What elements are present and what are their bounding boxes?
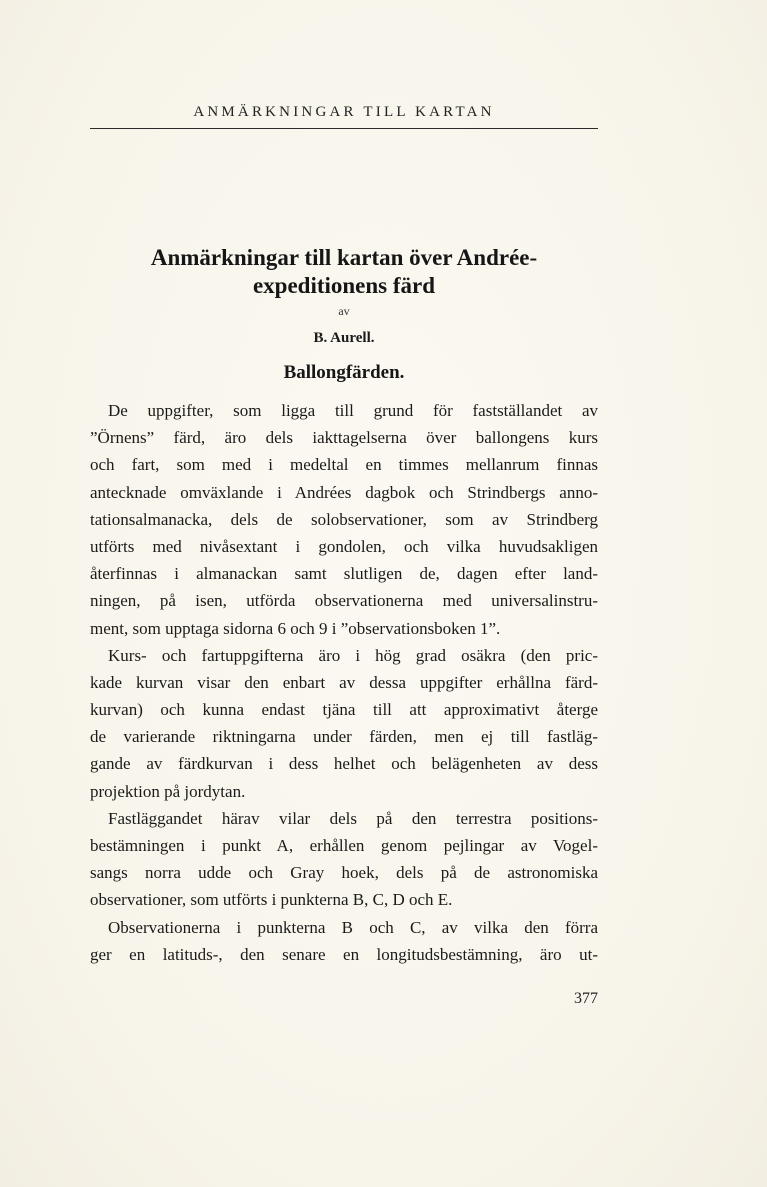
text-line: projektion på jordytan. [90,781,246,801]
text-line: Fastläggandet härav vilar dels på den terrestra positions- [108,808,598,828]
article-title [90,244,598,300]
text-line: sangs norra udde och Gray hoek, dels på de astronomiska [90,863,598,883]
text-line: Kurs- och fartuppgifterna äro i hög grad osäkra (den pric- [108,645,598,665]
running-head: ANMÄRKNINGAR TILL KARTAN [193,104,495,120]
author-name: B. Aurell. [313,330,375,346]
text-line: ment, som upptaga sidorna 6 och 9 i ”observationsboken 1”. [90,618,501,638]
section-heading: Ballongfärden. [283,362,405,383]
text-line: ger en latituds-, den senare en longitudsbestämning, äro ut- [90,944,598,964]
text-line: tationsalmanacka, dels de solobservationer, som av Strindberg [90,509,598,529]
text-line: återfinnas i almanackan samt slutligen de, dagen efter land- [90,564,598,584]
byline-av: av [338,304,350,318]
text-line: ningen, på isen, utförda observationerna med universalinstru- [90,591,598,611]
page-number: 377 [574,990,598,1007]
text-line: bestämningen i punkt A, erhållen genom pejlingar av Vogel- [90,836,598,855]
text-line: kade kurvan visar den enbart av dessa uppgifter erhållna färd- [90,672,598,692]
text-line: De uppgifter, som ligga till grund för fastställandet av [108,401,598,420]
text-line: observationer, som utförts i punkterna B, C, D och E. [90,890,453,910]
text-line: Observationerna i punkterna B och C, av vilka den förra [108,917,598,937]
text-line: antecknade omväxlande i Andrées dagbok och Strindbergs anno- [90,482,598,502]
header-rule [90,128,598,129]
text-line: och fart, som med i medeltal en timmes mellanrum finnas [90,455,598,475]
text-line: de varierande riktningarna under färden, men ej till fastläg- [90,727,598,747]
title-line-1: Anmärkningar till kartan över Andrée- [150,245,538,270]
text-line: utförts med nivåsextant i gondolen, och vilka huvudsakligen [90,536,598,556]
text-line: gande av färdkurvan i dess helhet och belägenheten av dess [90,754,598,774]
text-line: kurvan) och kunna endast tjäna till att approximativt återge [90,700,598,720]
text-line: ”Örnens” färd, äro dels iakttagelserna över ballongens kurs [90,428,598,448]
body-text [90,397,598,968]
title-line-2: expeditionens färd [252,273,436,298]
